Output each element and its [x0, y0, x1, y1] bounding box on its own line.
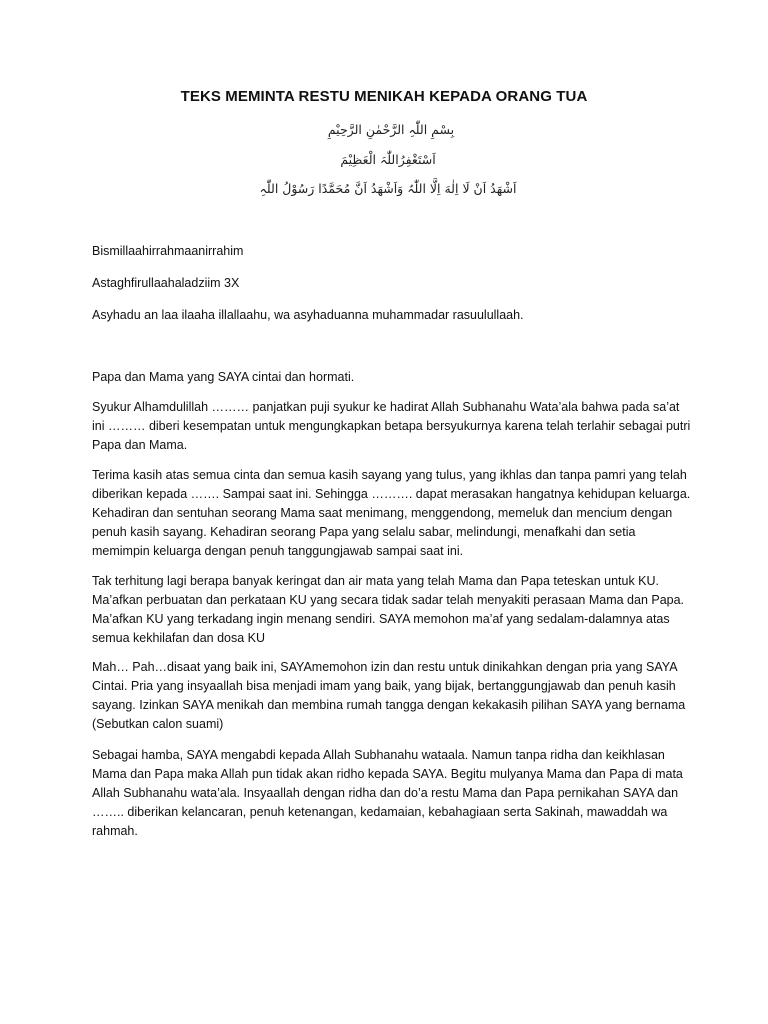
paragraph-syahadat: Asyhadu an laa ilaaha illallaahu, wa asyhaduanna muhammadar rasuulullaah.: [92, 308, 524, 322]
arabic-istighfar: اَسْتَغْفِرُاللّٰہَ الْعَظِیْمَ: [340, 152, 436, 167]
paragraph-bismillah: Bismillaahirrahmaanirrahim: [92, 244, 244, 258]
paragraph-gratitude: Syukur Alhamdulillah ……… panjatkan puji syukur ke hadirat Allah Subhanahu Wata’ala bahwa pada sa’at ini ……… diberi kesempatan untuk mengungkapkan betapa bersyukurnya karena telah terlahir sebagai putri Papa dan Mama.: [92, 400, 691, 452]
paragraph-request: Mah… Pah…disaat yang baik ini, SAYAmemohon izin dan restu untuk dinikahkan dengan pria yang SAYA Cintai. Pria yang insyaallah bisa menjadi imam yang baik, yang bijak, bertanggungjawab dan penuh kasih sayang. Izinkan SAYA menikah dan membina rumah tangga dengan kekakasih pilihan SAYA yang bernama (Sebutkan calon suami): [92, 660, 686, 731]
paragraph-closing: Sebagai hamba, SAYA mengabdi kepada Allah Subhanahu wataala. Namun tanpa ridha dan keikhlasan Mama dan Papa maka Allah pun tidak akan ridho kepada SAYA. Begitu mulyanya Mama dan Papa di mata Allah Subhanahu wata’ala. Insyaallah dengan ridha dan do’a restu Mama dan Papa pernikahan SAYA dan …….. diberikan kelancaran, penuh ketenangan, kedamaian, kebahagiaan serta Sakinah, mawaddah wa rahmah.: [92, 748, 683, 838]
arabic-basmalah: بِسْمِ اللّٰہِ الرَّحْمٰنِ الرَّحِیْمِ: [327, 122, 455, 137]
arabic-syahadat: اَشْهَدُ اَنْ لَا اِلٰهَ اِلَّا اللّٰہُ وَاَشْهَدُ اَنَّ مُحَمَّدًا رَسُوْلُ اللّٰہِ: [259, 181, 517, 196]
document-title: TEKS MEMINTA RESTU MENIKAH KEPADA ORANG TUA: [180, 88, 588, 105]
paragraph-salutation: Papa dan Mama yang SAYA cintai dan hormati.: [92, 370, 355, 384]
paragraph-istighfar: Astaghfirullaahaladziim 3X: [92, 276, 240, 290]
paragraph-apology: Tak terhitung lagi berapa banyak keringat dan air mata yang telah Mama dan Papa teteskan untuk KU. Ma’afkan perbuatan dan perkataan KU yang secara tidak sadar telah menyakiti perasaan Mama dan Papa. Ma’afkan KU yang terkadang ingin menang sendiri. SAYA memohon ma’af yang sedalam-dalamnya atas semua kekhilafan dan dosa KU: [92, 574, 685, 645]
paragraph-thanks: Terima kasih atas semua cinta dan semua kasih sayang yang tulus, yang ikhlas dan tanpa pamri yang telah diberikan kepada ……. Sampai saat ini. Sehingga ………. dapat merasakan hangatnya kehidupan keluarga. Kehadiran dan sentuhan seorang Mama saat menimang, menggendong, memeluk dan mencium dengan penuh kasih sayang. Kehadiran seorang Papa yang selalu sabar, melindungi, menafkahi dan setia memimpin keluarga dengan penuh tanggungjawab sampai saat ini.: [92, 468, 691, 558]
